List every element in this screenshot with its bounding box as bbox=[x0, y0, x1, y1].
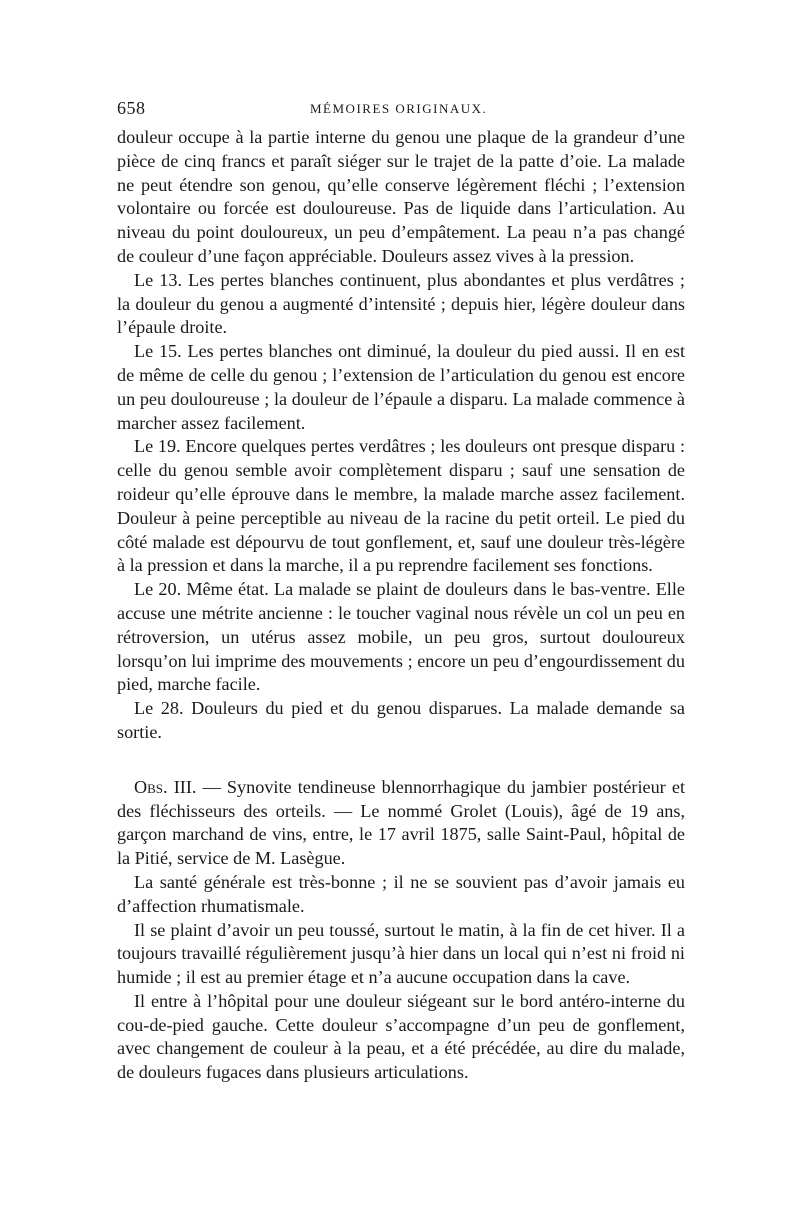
paragraph-day-19: Le 19. Encore quelques pertes verdâtres ; les douleurs ont presque disparu : celle du genou semble avoir complètement disparu ; sauf une sensation de roideur qu’elle éprouve dans le membre, la malade marche assez facilement. Douleur à peine perceptible au niveau de la racine du petit orteil. Le pied du côté malade est dépourvu de tout gonflement, et, sauf une douleur très-légère à la pression et dans la marche, il a pu reprendre facilement ses fonctions. bbox=[117, 436, 685, 576]
page-number: 658 bbox=[117, 98, 146, 118]
paragraph-continuation: douleur occupe à la partie interne du genou une plaque de la grandeur d’une pièce de cinq francs et paraît siéger sur le trajet de la patte d’oie. La malade ne peut étendre son genou, qu’elle conserve légèrement fléchi ; l’extension volontaire ou forcée est douloureuse. Pas de liquide dans l’articulation. Au niveau du point douloureux, un peu d’empâtement. La peau n’a pas changé de couleur d’une façon appréciable. Douleurs assez vives à la pression. bbox=[117, 127, 685, 266]
observation-intro bbox=[117, 776, 685, 871]
observation-paragraph-health: La santé générale est très-bonne ; il ne se souvient pas d’avoir jamais eu d’affection rhumatismale. bbox=[117, 871, 685, 916]
observation-paragraph-history: Il se plaint d’avoir un peu toussé, surtout le matin, à la fin de cet hiver. Il a toujours travaillé régulièrement jusqu’à hier dans un local qui n’est ni froid ni humide ; il est au premier étage et n’a aucune occupation dans la cave. bbox=[117, 919, 685, 988]
page-header bbox=[117, 98, 685, 126]
paragraph-day-28: Le 28. Douleurs du pied et du genou disparues. La malade demande sa sortie. bbox=[117, 698, 685, 742]
running-title: MÉMOIRES ORIGINAUX. bbox=[310, 101, 488, 116]
body-text bbox=[117, 126, 685, 1085]
observation-paragraph-admission: Il entre à l’hôpital pour une douleur siégeant sur le bord antéro-interne du cou-de-pied gauche. Cette douleur s’accompagne d’un peu de gonflement, avec changement de couleur à la peau, et a été précédée, au dire du malade, de douleurs fugaces dans plusieurs articulations. bbox=[117, 990, 685, 1083]
paragraph-day-13: Le 13. Les pertes blanches continuent, plus abondantes et plus verdâtres ; la douleur du genou a augmenté d’intensité ; depuis hier, légère douleur dans l’épaule droite. bbox=[117, 269, 685, 338]
observation-label: Obs. III. bbox=[134, 776, 197, 797]
document-page bbox=[117, 98, 685, 1085]
observation-intro-text: — Synovite tendineuse blennorrhagique du jambier postérieur et des fléchisseurs des orteils. — Le nommé Grolet (Louis), âgé de 19 ans, garçon marchand de vins, entre, le 17 avril 1875, salle Saint-Paul, hôpital de la Pitié, service de M. Lasègue. bbox=[117, 776, 685, 869]
paragraph-day-20: Le 20. Même état. La malade se plaint de douleurs dans le bas-ventre. Elle accuse une métrite ancienne : le toucher vaginal nous révèle un col un peu en rétroversion, un utérus assez mobile, un peu gros, surtout douloureux lorsqu’on lui imprime des mouvements ; encore un peu d’engourdissement du pied, marche facile. bbox=[117, 579, 685, 695]
observation-section bbox=[117, 776, 685, 1085]
paragraph-day-15: Le 15. Les pertes blanches ont diminué, la douleur du pied aussi. Il en est de même de celle du genou ; l’extension de l’articulation du genou est encore un peu douloureuse ; la douleur de l’épaule a disparu. La malade commence à marcher assez facilement. bbox=[117, 341, 685, 433]
